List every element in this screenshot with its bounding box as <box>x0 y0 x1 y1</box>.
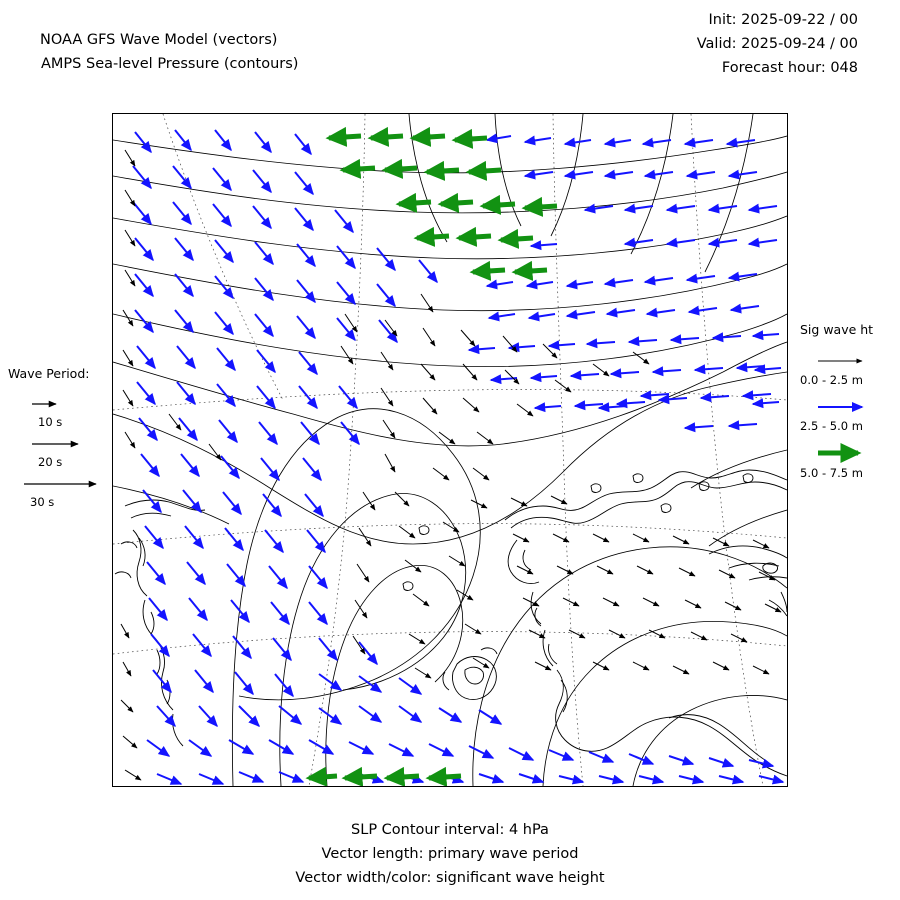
wave-vectors-blue <box>133 130 783 784</box>
height-arrow-black <box>800 354 884 368</box>
height-arrow-blue <box>800 400 884 414</box>
legend-item-period-20s <box>8 435 118 469</box>
legend-label-height-mid: 2.5 - 5.0 m <box>800 419 863 433</box>
legend-item-height-low <box>800 353 900 387</box>
title-line-pressure: AMPS Sea-level Pressure (contours) <box>41 56 299 72</box>
wave-period-legend <box>8 366 118 515</box>
period-arrow-20s <box>8 438 108 450</box>
legend-label-period-20s: 20 s <box>38 455 63 469</box>
legend-label-period-10s: 10 s <box>38 415 63 429</box>
legend-label-period-30s: 30 s <box>30 495 55 509</box>
init-time: Init: 2025-09-22 / 00 <box>708 12 858 28</box>
wave-vectors-black <box>121 150 781 780</box>
legend-label-height-high: 5.0 - 7.5 m <box>800 466 863 480</box>
legend-item-period-10s <box>8 395 118 429</box>
legend-item-height-mid <box>800 399 900 433</box>
legend-item-height-high <box>800 445 900 480</box>
footer-vector-length: Vector length: primary wave period <box>321 846 579 862</box>
title-line-model: NOAA GFS Wave Model (vectors) <box>40 32 278 48</box>
sig-wave-height-legend-title: Sig wave ht <box>800 322 874 337</box>
chart-footer <box>0 818 900 890</box>
period-arrow-10s <box>8 398 108 410</box>
footer-vector-width-color: Vector width/color: significant wave height <box>295 870 605 886</box>
run-info-block <box>697 8 858 80</box>
map-panel <box>112 113 788 787</box>
forecast-hour: Forecast hour: 048 <box>721 60 858 76</box>
valid-time: Valid: 2025-09-24 / 00 <box>696 36 858 52</box>
legend-item-period-30s <box>8 475 118 509</box>
wave-period-legend-title: Wave Period: <box>8 366 90 381</box>
period-arrow-30s <box>8 478 118 490</box>
legend-label-height-low: 0.0 - 2.5 m <box>800 373 863 387</box>
footer-contour-interval: SLP Contour interval: 4 hPa <box>351 822 549 838</box>
height-arrow-green <box>800 445 884 461</box>
wave-vectors-green <box>309 136 557 778</box>
sig-wave-height-legend <box>800 322 900 484</box>
chart-title-block <box>40 28 460 76</box>
